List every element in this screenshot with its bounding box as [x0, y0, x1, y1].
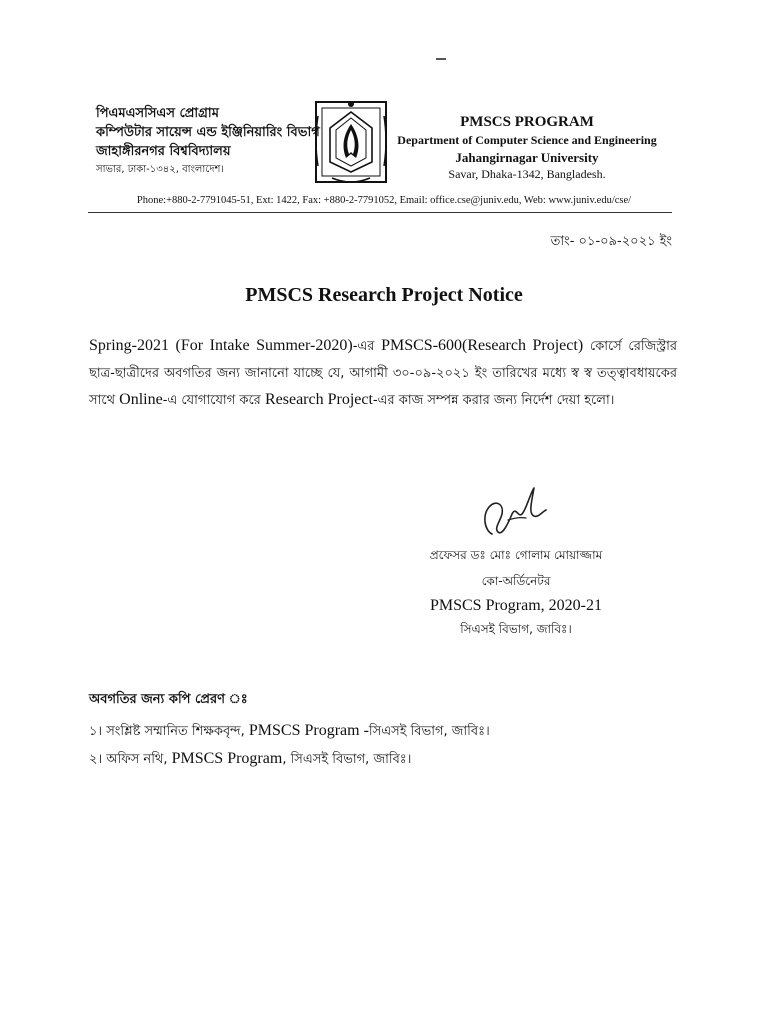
- notice-body: [89, 333, 677, 414]
- copy-to-item-dept: সিএসই বিভাগ, জাবিঃ।: [368, 724, 490, 739]
- letterhead-bangla-department: কম্পিউটার সায়েন্স এন্ড ইঞ্জিনিয়ারিং বিভাগ: [96, 125, 320, 140]
- university-emblem-icon: [314, 96, 388, 186]
- letterhead-department: Department of Computer Science and Engineering: [397, 133, 657, 147]
- copy-to-item: [89, 750, 411, 771]
- copy-to-item: [89, 722, 490, 743]
- copy-to-item-prefix: ২। অফিস নথি,: [89, 752, 172, 767]
- signatory-name: প্রফেসর ডঃ মোঃ গোলাম মোয়াজ্জাম: [429, 548, 603, 562]
- copy-to-heading: অবগতির জন্য কপি প্রেরণ ঃ: [89, 692, 248, 707]
- body-text-2: কোর্সে রেজিস্ট্রার ছাত্র-ছাত্রীদের অবগতির জন্য জানানো যাচ্ছে যে, আগামী ৩০-০৯-২০২১ ইং তারিখের মধ্যে স্ব স্ব তত্ত্বাবধায়কের সাথে: [89, 339, 677, 408]
- letterhead-contact: Phone:+880-2-7791045-51, Ext: 1422, Fax: +880-2-7791052, Email: office.cse@juniv.edu, Web: www.juniv.edu/cse/: [136, 195, 632, 206]
- body-text-1: -এর: [352, 339, 382, 354]
- letterhead-university: Jahangirnagar University: [455, 150, 599, 165]
- body-text-4: -এর কাজ সম্পন্ন করার জন্য নির্দেশ দেয়া হলো।: [372, 393, 615, 408]
- notice-date: তাং- ০১-০৯-২০২১ ইং: [550, 234, 672, 249]
- scan-mark: [436, 58, 446, 60]
- body-intake: Spring-2021 (For Intake Summer-2020): [89, 337, 353, 354]
- letterhead-program: PMSCS PROGRAM: [460, 114, 594, 130]
- letterhead-bangla-university: জাহাঙ্গীরনগর বিশ্ববিদ্যালয়: [96, 144, 231, 159]
- signatory-designation: কো-অর্ডিনেটর: [481, 574, 551, 588]
- signatory-block: [396, 542, 636, 640]
- signatory-program: PMSCS Program, 2020-21: [429, 597, 603, 614]
- signature: [478, 484, 550, 542]
- body-research-project: Research Project: [264, 391, 373, 408]
- body-course: PMSCS-600(Research Project): [381, 337, 584, 354]
- letterhead-bangla-address: সাভার, ঢাকা-১৩৪২, বাংলাদেশ।: [96, 164, 225, 175]
- copy-to-item-prefix: ১। সংশ্লিষ্ট সম্মানিত শিক্ষকবৃন্দ,: [89, 724, 249, 739]
- letterhead-english: [396, 112, 658, 183]
- body-text-3: -এ যোগাযোগ করে: [162, 393, 265, 408]
- copy-to-item-dept: , সিএসই বিভাগ, জাবিঃ।: [282, 752, 412, 767]
- letterhead-bangla: [96, 104, 320, 178]
- notice-title: PMSCS Research Project Notice: [245, 284, 523, 306]
- letterhead-divider: [88, 212, 672, 213]
- copy-to-item-program: PMSCS Program -: [248, 722, 369, 739]
- copy-to-item-program: PMSCS Program: [171, 750, 283, 767]
- body-online: Online: [119, 391, 163, 408]
- signatory-department: সিএসই বিভাগ, জাবিঃ।: [460, 622, 572, 636]
- letterhead-bangla-program: পিএমএসসিএস প্রোগ্রাম: [96, 106, 219, 121]
- letterhead-address: Savar, Dhaka-1342, Bangladesh.: [448, 167, 606, 181]
